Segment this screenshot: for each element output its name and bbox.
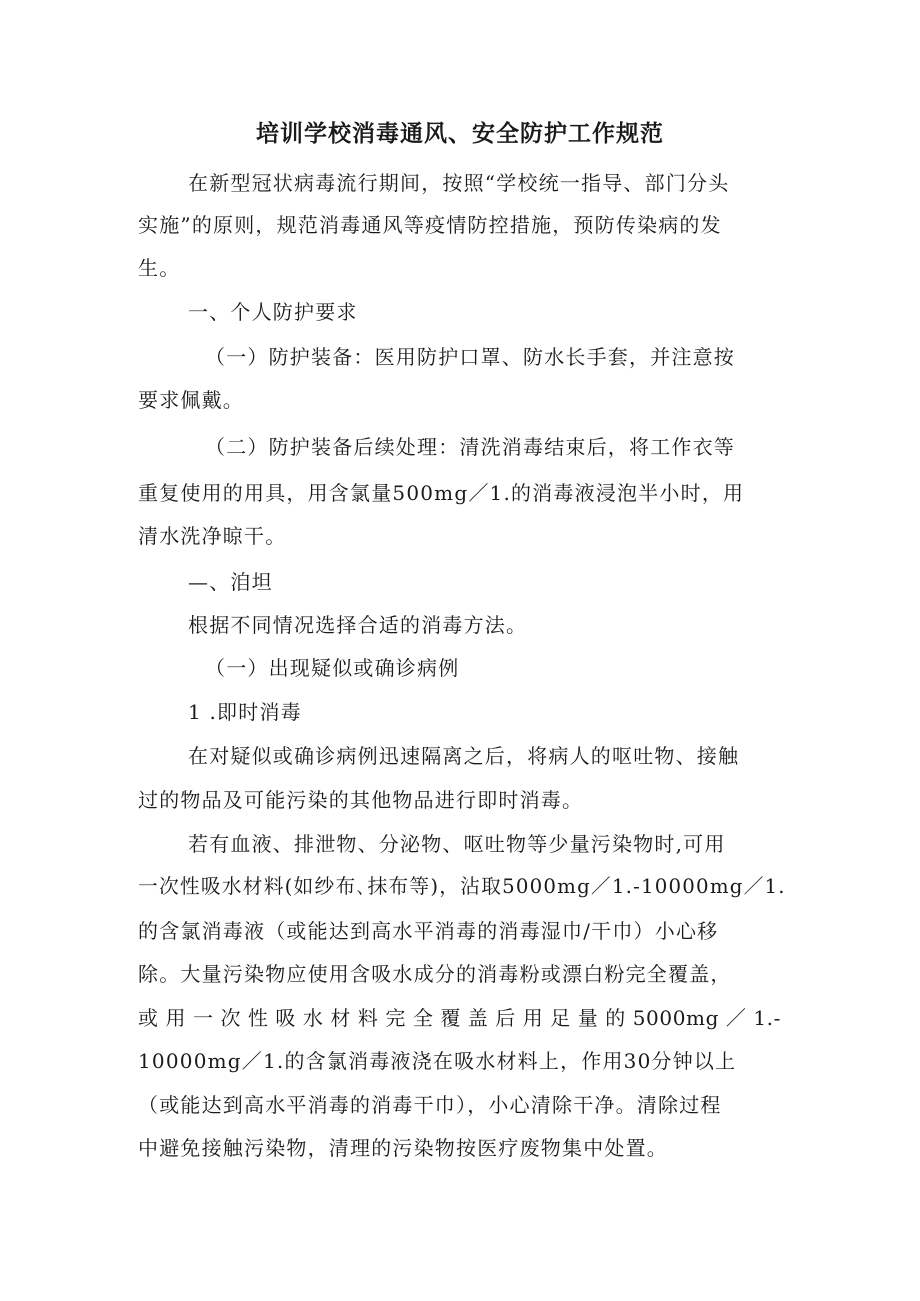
paragraph-line: （或能达到高水平消毒的消毒干巾），小心清除干净。清除过程 (138, 1093, 722, 1117)
subsection-heading: 1 .即时消毒 (188, 700, 302, 724)
paragraph-line: （一）防护装备：医用防护口罩、防水长手套，并注意按 (205, 345, 735, 369)
document-title: 培训学校消毒通风、安全防护工作规范 (256, 121, 664, 147)
section-heading: —、洎坦 (188, 570, 273, 594)
paragraph-line: 实施”的原则，规范消毒通风等疫情防控措施，预防传染病的发 (138, 213, 722, 237)
paragraph-line: 若有血液、排泄物、分泌物、呕吐物等少量污染物时,可用 (188, 832, 726, 856)
paragraph-line: 除。大量污染物应使用含吸水成分的消毒粉或漂白粉完全覆盖， (138, 962, 732, 986)
paragraph-line: 的含氯消毒液（或能达到高水平消毒的消毒湿巾/干巾）小心移 (138, 919, 719, 943)
subsection-heading: （一）出现疑似或确诊病例 (205, 656, 460, 680)
paragraph-line: 或用一次性吸水材料完全覆盖后用足量的5000mg／1.- (138, 1006, 781, 1030)
paragraph-line: 在对疑似或确诊病例迅速隔离之后，将病人的呕吐物、接触 (188, 744, 740, 768)
paragraph-line: 在新型冠状病毒流行期间，按照“学校统一指导、部门分头 (188, 171, 730, 195)
paragraph-line: 根据不同情况选择合适的消毒方法。 (188, 613, 528, 637)
paragraph-line: 一次性吸水材料(如纱布､抹布等)，沾取5000mg／1.-10000mg／1. (138, 875, 786, 898)
paragraph-line: （二）防护装备后续处理：清洗消毒结束后，将工作衣等 (205, 435, 735, 459)
section-heading: 一、个人防护要求 (188, 300, 358, 324)
paragraph-line: 10000mg／1.的含氯消毒液浇在吸水材料上，作用30分钟以上 (138, 1049, 737, 1073)
paragraph-line: 生。 (138, 256, 181, 280)
paragraph-line: 中避免接触污染物，清理的污染物按医疗废物集中处置。 (138, 1136, 668, 1160)
paragraph-line: 重复使用的用具，用含氯量500mg／1.的消毒液浸泡半小时，用 (138, 481, 745, 505)
paragraph-line: 清水洗净晾干。 (138, 524, 287, 548)
paragraph-line: 过的物品及可能污染的其他物品进行即时消毒。 (138, 788, 584, 812)
paragraph-line: 要求佩戴。 (138, 388, 244, 412)
